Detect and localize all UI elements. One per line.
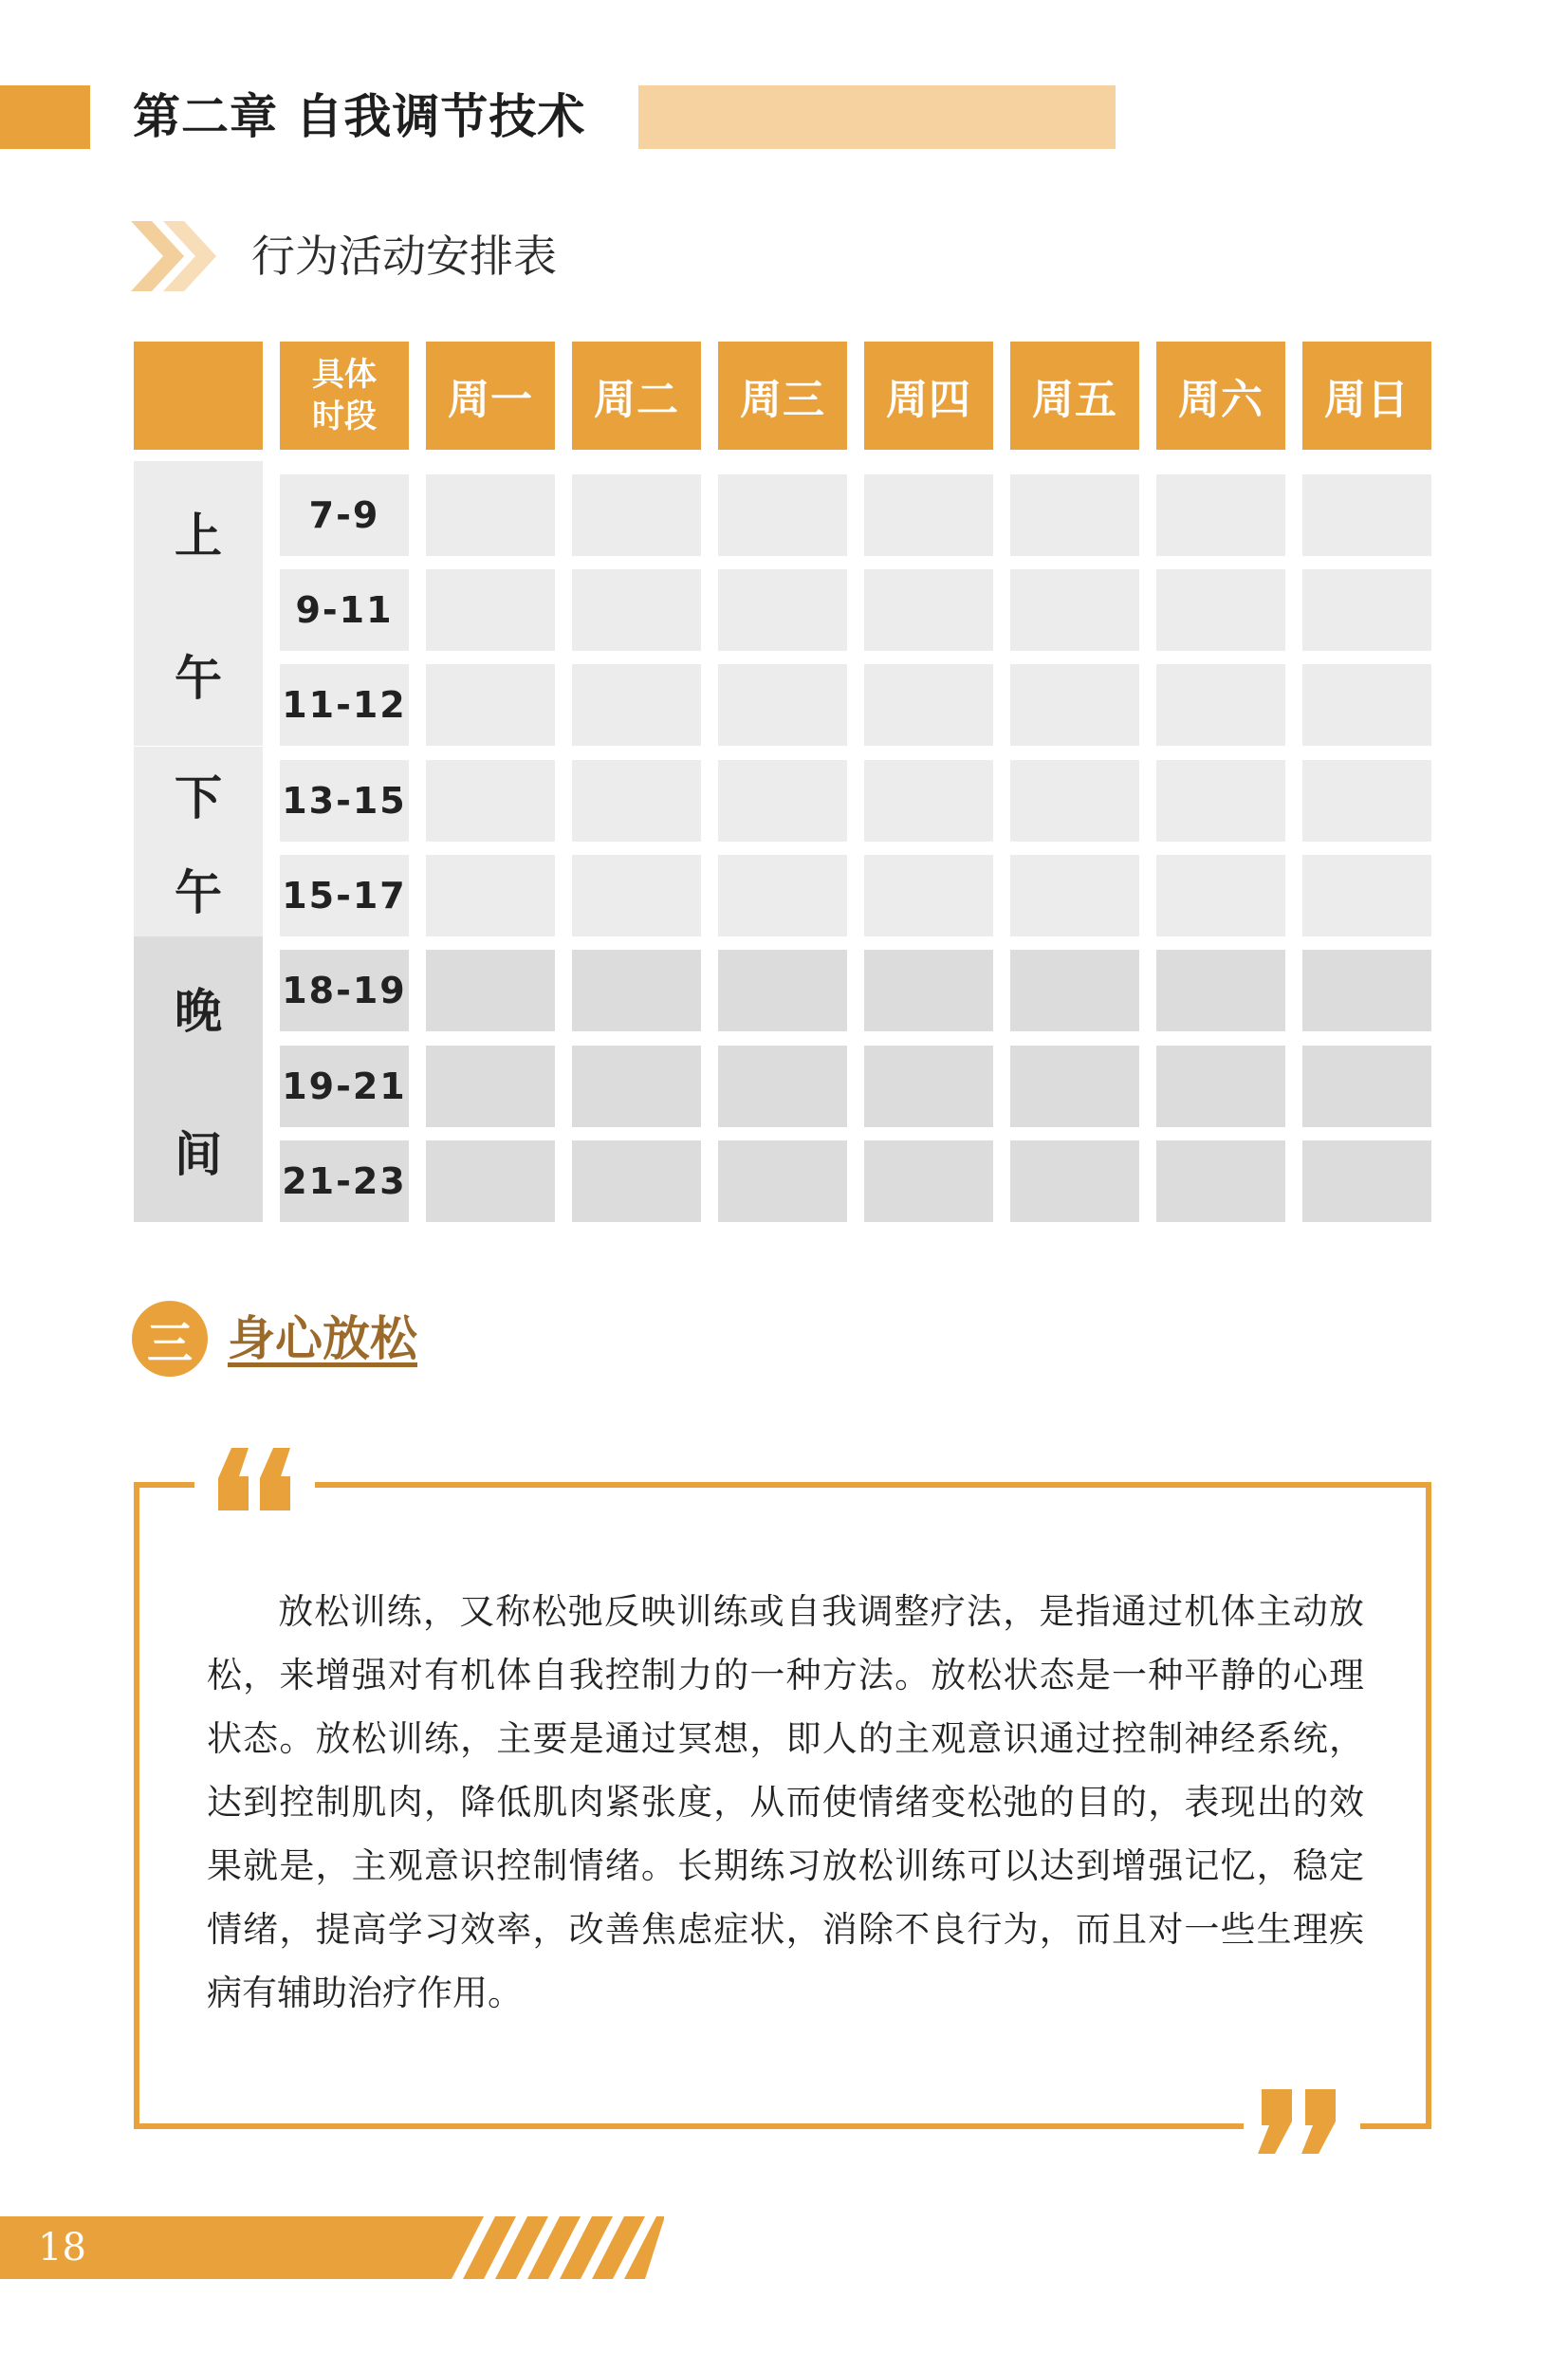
- schedule-cell: [572, 1140, 701, 1222]
- quote-frame-bottom-left: [134, 2123, 1244, 2129]
- quote-frame-top-left: [134, 1482, 194, 1488]
- section-title: 身心放松: [228, 1311, 417, 1366]
- schedule-cell: [572, 664, 701, 746]
- schedule-cell: [426, 1046, 555, 1127]
- table-header-day: 周日: [1302, 342, 1431, 450]
- schedule-cell: [572, 474, 701, 556]
- table-header-time-slot: [280, 342, 409, 450]
- text-line: 上: [175, 509, 222, 564]
- schedule-cell: [1302, 1140, 1431, 1222]
- schedule-cell: [718, 760, 847, 842]
- open-quote-icon: [214, 1442, 300, 1518]
- period-label: [134, 461, 263, 746]
- table-header-day: 周五: [1010, 342, 1139, 450]
- text-line: 午: [175, 651, 222, 706]
- schedule-cell: [1010, 664, 1139, 746]
- section-number-badge: 三: [132, 1301, 208, 1377]
- schedule-cell: [718, 950, 847, 1031]
- schedule-cell: [718, 1140, 847, 1222]
- schedule-cell: [1010, 474, 1139, 556]
- schedule-cell: [1302, 569, 1431, 651]
- schedule-cell: [864, 760, 993, 842]
- schedule-cell: [426, 664, 555, 746]
- footer-bar: [0, 2216, 664, 2279]
- schedule-cell: [1010, 1046, 1139, 1127]
- schedule-cell: [426, 1140, 555, 1222]
- period-label: [134, 936, 263, 1222]
- schedule-cell: [1302, 760, 1431, 842]
- schedule-cell: [572, 855, 701, 936]
- chapter-title: 第二章 自我调节技术: [133, 89, 586, 144]
- schedule-cell: [1156, 474, 1285, 556]
- schedule-cell: [864, 474, 993, 556]
- chapter-title-bar: [638, 85, 1116, 149]
- time-slot-label: 9-11: [280, 569, 409, 651]
- schedule-cell: [572, 950, 701, 1031]
- table-header-day: 周三: [718, 342, 847, 450]
- table-header-day: 周二: [572, 342, 701, 450]
- schedule-cell: [864, 855, 993, 936]
- time-slot-label: 7-9: [280, 474, 409, 556]
- schedule-cell: [718, 855, 847, 936]
- schedule-cell: [1156, 1140, 1285, 1222]
- schedule-cell: [1156, 664, 1285, 746]
- schedule-cell: [426, 474, 555, 556]
- table-header-corner: [134, 342, 263, 450]
- time-slot-label: 13-15: [280, 760, 409, 842]
- quote-frame-bottom-right: [1360, 2123, 1431, 2129]
- schedule-cell: [1302, 664, 1431, 746]
- schedule-cell: [864, 950, 993, 1031]
- schedule-cell: [426, 855, 555, 936]
- schedule-cell: [1010, 569, 1139, 651]
- schedule-cell: [426, 760, 555, 842]
- schedule-cell: [718, 569, 847, 651]
- schedule-cell: [1302, 474, 1431, 556]
- schedule-cell: [1156, 855, 1285, 936]
- period-label: [134, 747, 263, 936]
- text-line: 下: [175, 770, 222, 825]
- schedule-cell: [1156, 1046, 1285, 1127]
- time-slot-label: 19-21: [280, 1046, 409, 1127]
- text-line: 时段: [312, 398, 377, 435]
- relaxation-text: 放松训练，又称松弛反映训练或自我调整疗法，是指通过机体主动放松，来增强对有机体自我控制力的一种方法。放松状态是一种平静的心理状态。放松训练，主要是通过冥想，即人的主观意识通过控制神经系统，达到控制肌肉，降低肌肉紧张度，从而使情绪变松弛的目的，表现出的效果就是，主观意识控制情绪。长期练习放松训练可以达到增强记忆，稳定情绪，提高学习效率，改善焦虑症状，消除不良行为，而且对一些生理疾病有辅助治疗作用。: [207, 1591, 1364, 2013]
- schedule-cell: [572, 760, 701, 842]
- table-header-day: 周一: [426, 342, 555, 450]
- quote-frame-right: [1426, 1482, 1431, 2129]
- schedule-cell: [1302, 855, 1431, 936]
- schedule-cell: [864, 1140, 993, 1222]
- time-slot-label: 15-17: [280, 855, 409, 936]
- schedule-cell: [1010, 760, 1139, 842]
- schedule-cell: [864, 664, 993, 746]
- schedule-cell: [864, 1046, 993, 1127]
- text-line: 间: [175, 1126, 222, 1182]
- table-header-day: 周四: [864, 342, 993, 450]
- text-line: 具体: [312, 356, 377, 394]
- schedule-cell: [864, 569, 993, 651]
- close-quote-icon: [1258, 2084, 1343, 2159]
- schedule-cell: [1010, 950, 1139, 1031]
- schedule-cell: [1302, 1046, 1431, 1127]
- schedule-cell: [1156, 569, 1285, 651]
- page-number: 18: [38, 2226, 86, 2270]
- schedule-cell: [426, 569, 555, 651]
- quote-frame-top-right: [315, 1482, 1431, 1488]
- quote-frame-left: [134, 1482, 139, 2129]
- time-slot-label: 21-23: [280, 1140, 409, 1222]
- schedule-cell: [1010, 855, 1139, 936]
- table-header-day: 周六: [1156, 342, 1285, 450]
- schedule-cell: [718, 664, 847, 746]
- schedule-cell: [1156, 950, 1285, 1031]
- schedule-cell: [1156, 760, 1285, 842]
- double-chevron-icon: [131, 213, 226, 299]
- schedule-cell: [1010, 1140, 1139, 1222]
- time-slot-label: 11-12: [280, 664, 409, 746]
- schedule-cell: [718, 474, 847, 556]
- chapter-accent-block: [0, 85, 90, 149]
- relaxation-paragraph: [207, 1580, 1364, 2025]
- text-line: 晚: [175, 984, 222, 1040]
- schedule-title: 行为活动安排表: [251, 231, 557, 282]
- schedule-cell: [572, 1046, 701, 1127]
- schedule-cell: [572, 569, 701, 651]
- schedule-cell: [1302, 950, 1431, 1031]
- schedule-cell: [426, 950, 555, 1031]
- schedule-cell: [718, 1046, 847, 1127]
- time-slot-label: 18-19: [280, 950, 409, 1031]
- text-line: 午: [175, 865, 222, 920]
